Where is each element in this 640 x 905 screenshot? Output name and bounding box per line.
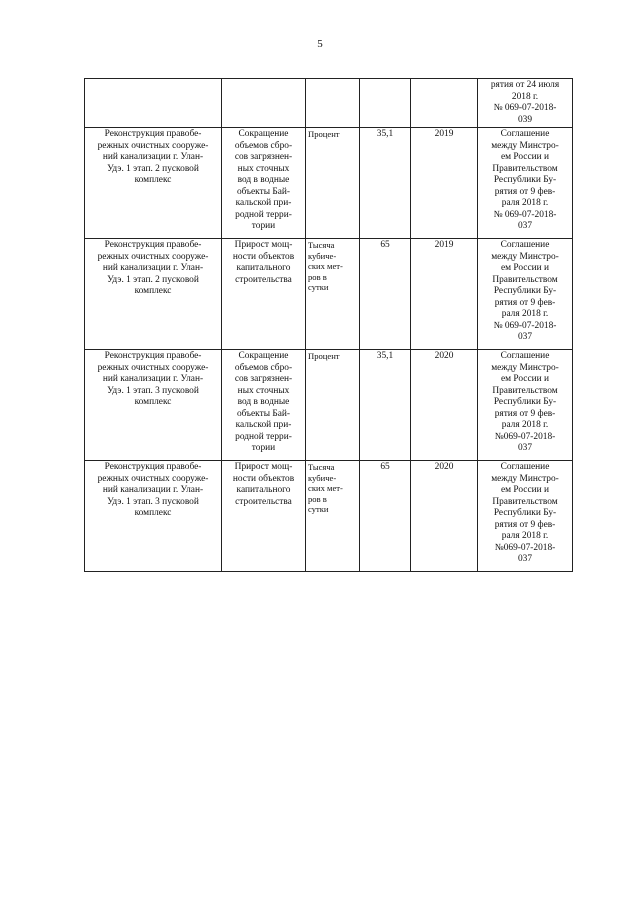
year-cell: 2019 bbox=[411, 239, 478, 350]
project-name-cell: Реконструкция правобе- режных очистных сооруже- ний канализации г. Улан- Удэ. 1 этап. 2 пусковой комплекс bbox=[85, 128, 222, 239]
indicator-cell: Прирост мощ- ности объектов капитального строительства bbox=[222, 239, 306, 350]
year-cell: 2019 bbox=[411, 128, 478, 239]
project-name-cell bbox=[85, 79, 222, 128]
year-cell bbox=[411, 79, 478, 128]
indicator-cell: Прирост мощ- ности объектов капитального строительства bbox=[222, 461, 306, 572]
project-indicators-table bbox=[84, 78, 573, 572]
value-cell: 65 bbox=[360, 461, 411, 572]
project-name-cell: Реконструкция правобе- режных очистных сооруже- ний канализации г. Улан- Удэ. 1 этап. 3 пусковой комплекс bbox=[85, 461, 222, 572]
agreement-cell: Соглашение между Минстро- ем России и Правительством Республики Бу- рятия от 9 фев- раля 2018 г. № 069-07-2018- 037 bbox=[478, 128, 573, 239]
indicator-cell: Сокращение объемов сбро- сов загрязнен- ных сточных вод в водные объекты Бай- кальской при- родной терри- тории bbox=[222, 350, 306, 461]
agreement-cell: Соглашение между Минстро- ем России и Правительством Республики Бу- рятия от 9 фев- раля 2018 г. № 069-07-2018- 037 bbox=[478, 239, 573, 350]
table-row bbox=[85, 350, 573, 461]
value-cell: 35,1 bbox=[360, 128, 411, 239]
table-row bbox=[85, 128, 573, 239]
page-number: 5 bbox=[317, 38, 323, 50]
agreement-cell: рятия от 24 июля 2018 г. № 069-07-2018- 039 bbox=[478, 79, 573, 128]
value-cell bbox=[360, 79, 411, 128]
table-row bbox=[85, 239, 573, 350]
agreement-cell: Соглашение между Минстро- ем России и Правительством Республики Бу- рятия от 9 фев- раля 2018 г. №069-07-2018- 037 bbox=[478, 350, 573, 461]
unit-cell bbox=[306, 79, 360, 128]
unit-cell: Процент bbox=[306, 350, 360, 461]
year-cell: 2020 bbox=[411, 350, 478, 461]
table-row bbox=[85, 79, 573, 128]
indicator-cell: Сокращение объемов сбро- сов загрязнен- ных сточных вод в водные объекты Бай- кальской при- родной терри- тории bbox=[222, 128, 306, 239]
unit-cell: Процент bbox=[306, 128, 360, 239]
value-cell: 65 bbox=[360, 239, 411, 350]
year-cell: 2020 bbox=[411, 461, 478, 572]
value-cell: 35,1 bbox=[360, 350, 411, 461]
unit-cell: Тысяча кубиче- ских мет- ров в сутки bbox=[306, 239, 360, 350]
table-row bbox=[85, 461, 573, 572]
agreement-cell: Соглашение между Минстро- ем России и Правительством Республики Бу- рятия от 9 фев- раля 2018 г. №069-07-2018- 037 bbox=[478, 461, 573, 572]
project-name-cell: Реконструкция правобе- режных очистных сооруже- ний канализации г. Улан- Удэ. 1 этап. 2 пусковой комплекс bbox=[85, 239, 222, 350]
project-name-cell: Реконструкция правобе- режных очистных сооруже- ний канализации г. Улан- Удэ. 1 этап. 3 пусковой комплекс bbox=[85, 350, 222, 461]
indicator-cell bbox=[222, 79, 306, 128]
unit-cell: Тысяча кубиче- ских мет- ров в сутки bbox=[306, 461, 360, 572]
